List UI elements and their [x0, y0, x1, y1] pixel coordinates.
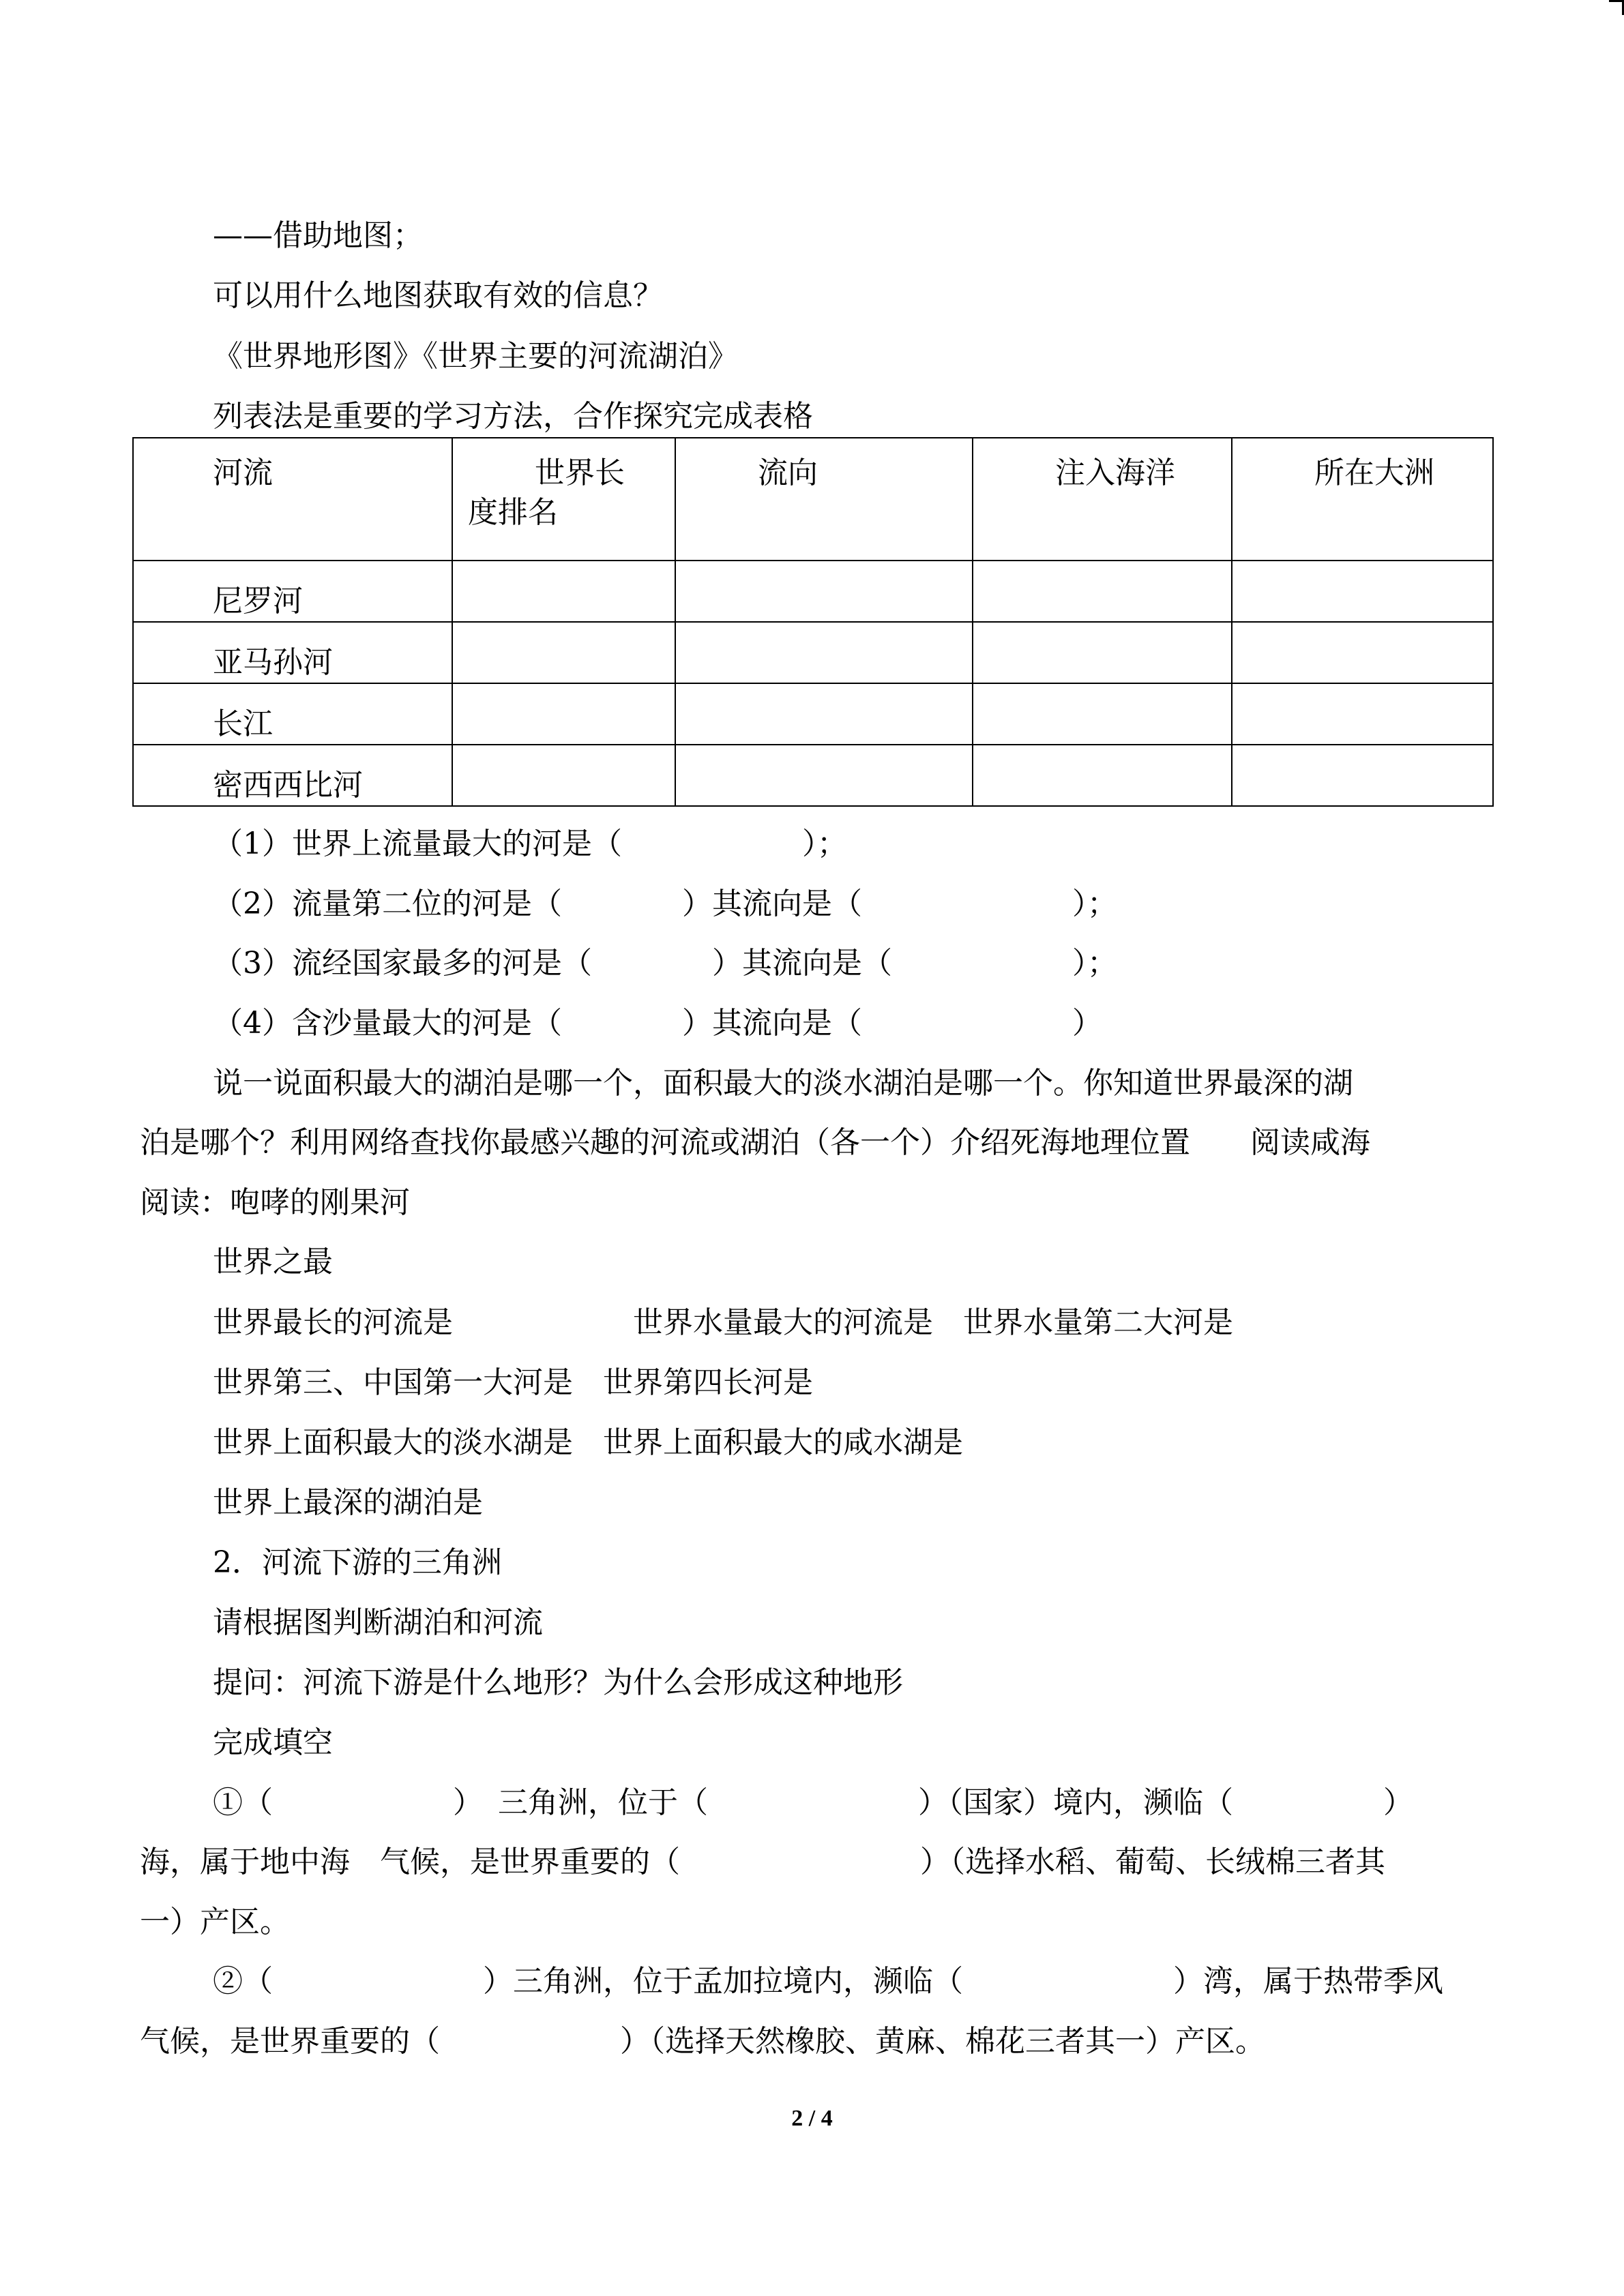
records-line-1: 世界最长的河流是 世界水量最大的河流是 世界水量第二大河是 [213, 1305, 1233, 1340]
table-cell[interactable] [973, 745, 1232, 806]
header-cell [133, 438, 452, 561]
table-cell[interactable] [1232, 745, 1493, 806]
fill-1-line-a: ①（ ） 三角洲，位于（ ）（国家）境内，濒临（ ） [213, 1785, 1413, 1820]
records-line-2: 世界第三、中国第一大河是 世界第四长河是 [213, 1365, 813, 1400]
table-cell[interactable] [973, 622, 1232, 683]
table-cell[interactable] [452, 561, 675, 622]
table-cell [133, 683, 452, 745]
page-number: 2 / 4 [791, 2106, 833, 2131]
discuss-line-1: 说一说面积最大的湖泊是哪一个，面积最大的淡水湖泊是哪一个。你知道世界最深的湖 [213, 1066, 1353, 1101]
table-cell[interactable] [452, 745, 675, 806]
records-line-4: 世界上最深的湖泊是 [213, 1485, 483, 1520]
table-cell[interactable] [452, 622, 675, 683]
header-ocean: 注入海洋 [1055, 456, 1175, 490]
intro-line-3: 《世界地形图》《世界主要的河流湖泊》 [213, 339, 738, 374]
intro-line-1: ——借助地图； [213, 218, 423, 253]
table-cell[interactable] [452, 683, 675, 745]
section-2-line-1: 请根据图判断湖泊和河流 [213, 1605, 543, 1640]
intro-line-2: 可以用什么地图获取有效的信息？ [213, 278, 663, 313]
table-header-row [133, 438, 1493, 561]
river-name: 长江 [213, 706, 273, 741]
river-name: 尼罗河 [213, 584, 303, 618]
table-cell[interactable] [973, 561, 1232, 622]
table-cell [133, 561, 452, 622]
fill-2-line-b: 气候，是世界重要的（ ）（选择天然橡胶、黄麻、棉花三者其一）产区。 [140, 2024, 1265, 2059]
records-title: 世界之最 [213, 1244, 333, 1279]
table-cell[interactable] [1232, 561, 1493, 622]
river-name: 亚马孙河 [213, 645, 333, 680]
table-row [133, 622, 1493, 683]
table-cell[interactable] [675, 561, 973, 622]
header-continent: 所在大洲 [1314, 456, 1434, 490]
river-table [132, 437, 1494, 807]
table-cell[interactable] [1232, 683, 1493, 745]
question-1: （1）世界上流量最大的河是（ ）； [213, 826, 847, 861]
intro-line-4: 列表法是重要的学习方法，合作探究完成表格 [213, 399, 813, 434]
table-cell[interactable] [1232, 622, 1493, 683]
table-row [133, 745, 1493, 806]
question-2: （2）流量第二位的河是（ ）其流向是（ ）； [213, 886, 1117, 921]
table-row [133, 683, 1493, 745]
table-row [133, 561, 1493, 622]
header-rank-line-2: 度排名 [468, 495, 558, 530]
header-cell [452, 438, 675, 561]
section-2-line-2: 提问：河流下游是什么地形？为什么会形成这种地形 [213, 1665, 903, 1700]
discuss-line-2: 泊是哪个？利用网络查找你最感兴趣的河流或湖泊（各一个）介绍死海地理位置 阅读咸海 [140, 1125, 1370, 1160]
section-2-line-3: 完成填空 [213, 1725, 333, 1760]
question-4: （4）含沙量最大的河是（ ）其流向是（ ） [213, 1006, 1102, 1041]
table-cell [133, 745, 452, 806]
fill-2-line-a: ②（ ）三角洲，位于孟加拉境内，濒临（ ）湾，属于热带季风 [213, 1964, 1443, 1999]
table-cell[interactable] [973, 683, 1232, 745]
header-river: 河流 [213, 456, 273, 490]
discuss-line-3: 阅读：咆哮的刚果河 [140, 1185, 410, 1220]
header-rank-line-1: 世界长 [535, 456, 625, 490]
fill-1-line-b: 海，属于地中海 气候，是世界重要的（ ）（选择水稻、葡萄、长绒棉三者其 [140, 1845, 1385, 1879]
table-cell[interactable] [675, 683, 973, 745]
header-cell [675, 438, 973, 561]
fill-1-line-c: 一）产区。 [140, 1905, 290, 1939]
section-2-title: 2．河流下游的三角洲 [213, 1545, 502, 1580]
table-cell[interactable] [675, 622, 973, 683]
header-cell [1232, 438, 1493, 561]
question-3: （3）流经国家最多的河是（ ）其流向是（ ）； [213, 946, 1117, 981]
header-cell [973, 438, 1232, 561]
header-direction: 流向 [758, 456, 818, 490]
river-name: 密西西比河 [213, 768, 363, 803]
table-cell [133, 622, 452, 683]
records-line-3: 世界上面积最大的淡水湖是 世界上面积最大的咸水湖是 [213, 1425, 963, 1460]
table-cell[interactable] [675, 745, 973, 806]
page-border-mark [1609, 0, 1624, 2]
